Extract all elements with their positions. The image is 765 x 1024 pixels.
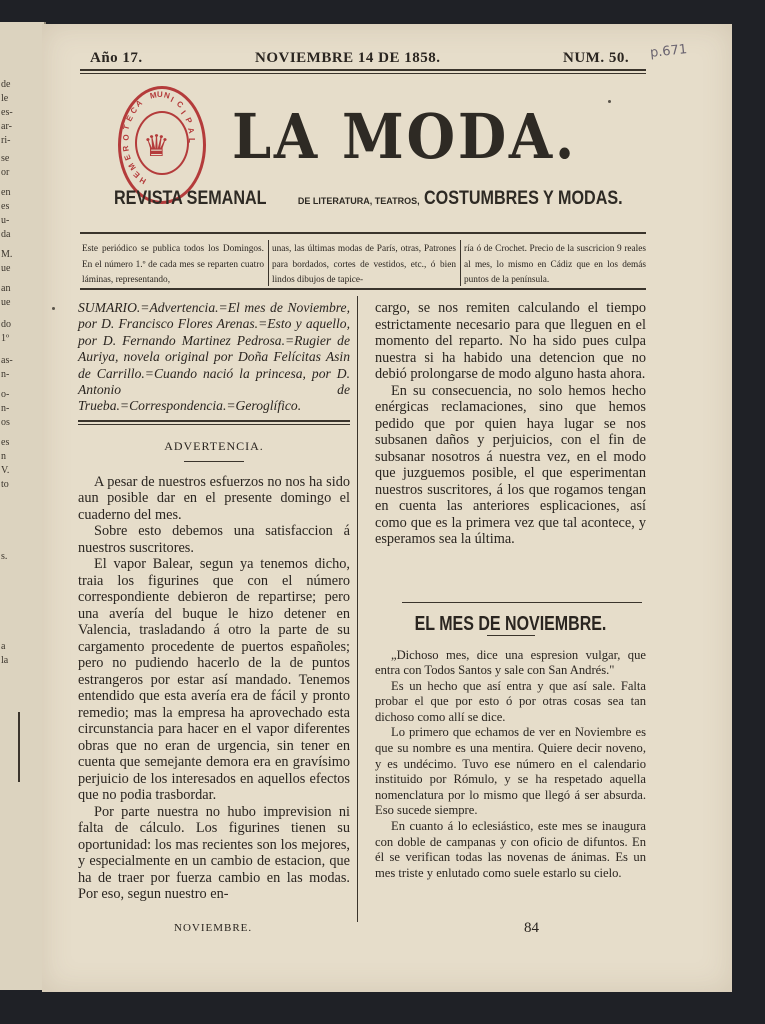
- facing-page-edge: [0, 22, 46, 990]
- facing-page-fragment: a: [1, 641, 6, 652]
- header-rule: [80, 69, 646, 71]
- facing-page-fragment: n-: [1, 403, 10, 414]
- facing-page-fragment: es-: [1, 107, 13, 118]
- facing-page-fragment: as-: [1, 355, 13, 366]
- stamp-letter: C: [128, 105, 140, 116]
- notice-top-rule: [80, 232, 646, 234]
- stamp-letter: C: [174, 99, 185, 111]
- sumario: SUMARIO.=Advertencia.=El mes de Noviembre, por D. Francisco Flores Arenas.=Esto y aquello, por D. Fernando Martinez Pedrosa.=Rugier de Auriya, novela original por Doña Felícitas Asin de Carrillo.=Cuando nació la princesa, por D. Antonio de Trueba.=Correspondencia.=Geroglífico.: [78, 300, 350, 414]
- facing-page-fragment: V.: [1, 465, 10, 476]
- issue-number: NUM. 50.: [563, 50, 630, 66]
- issue-date: NOVIEMBRE 14 DE 1858.: [255, 50, 441, 66]
- pencil-annotation: p.671: [649, 42, 688, 61]
- article-top-rule: [402, 602, 642, 603]
- masthead-title: LA MODA.: [232, 100, 578, 173]
- facing-page-fragment: s.: [1, 551, 8, 562]
- facing-page-fragment: se: [1, 153, 10, 164]
- stamp-letter: E: [122, 153, 134, 162]
- right-column: [375, 300, 646, 548]
- left-column: [78, 300, 350, 415]
- advertencia-heading: ADVERTENCIA.: [164, 439, 264, 453]
- stamp-letter: L: [186, 138, 196, 143]
- stamp-letter: U: [156, 89, 163, 100]
- article-heading: EL MES DE NOVIEMBRE.: [414, 613, 607, 635]
- year-label: Año 17.: [90, 50, 143, 66]
- subtitle-revista: REVISTA SEMANAL: [114, 188, 267, 209]
- article-section: [375, 613, 646, 881]
- facing-page-fragment: n: [1, 451, 6, 462]
- newspaper-page: [42, 24, 732, 992]
- right-paragraph-1: cargo, se nos remiten calculando el tiempo estrictamente necesario para que lleguen en el momento del reparto. No ha sido pues culpa nuestra si ha habido una detencion que no debió prolongarse de modo alguno hasta ahora.: [375, 300, 646, 382]
- advertencia-section: [78, 438, 350, 903]
- facing-page-fragment: es: [1, 437, 10, 448]
- notice-divider-2: [460, 240, 461, 286]
- advertencia-paragraph-4: Por parte nuestra no hubo imprevision ni falta de cálculo. Los figurines tienen su oportunidad: los mas recientes son los mejores, y especialmente en un cambio de estacion, que ha de traer por fuerza cambio en las modas. Por eso, segun nuestro en-: [78, 803, 350, 902]
- stamp-letter: R: [121, 144, 132, 152]
- facing-page-fragment: da: [1, 229, 11, 240]
- stamp-letter: E: [124, 114, 135, 124]
- facing-page-fragment: 1º: [1, 333, 10, 344]
- stamp-letter: I: [168, 94, 176, 104]
- notice-bottom-rule: [80, 288, 646, 290]
- signature-mark: NOVIEMBRE.: [174, 922, 253, 934]
- crest-icon: ♛: [143, 129, 170, 164]
- stamp-letter: O: [121, 134, 131, 142]
- facing-page-fragment: n-: [1, 369, 10, 380]
- facing-page-fragment: an: [1, 283, 11, 294]
- article-paragraph-3: Lo primero que echamos de ver en Noviembre es que su nombre es una mentira. Quiere decir noveno, y es undécimo. Tuvo ese número en el calendario instituido por Rómulo, y se ha respetado aquella nomenclatura por lo mismo que llegó á ser absurda. Eso sucede siempre.: [375, 725, 646, 818]
- facing-page-fragment: ue: [1, 263, 11, 274]
- article-paragraph-2: Es un hecho que así entra y que así sale. Falta probar el que por esto ó por otras cosas sea tan dichoso como allí se dice.: [375, 678, 646, 724]
- subtitle-literatura: DE LITERATURA, TEATROS,: [297, 196, 420, 206]
- sumario-rule: [78, 420, 350, 422]
- stamp-letter: T: [121, 124, 132, 132]
- facing-page-fragment: de: [1, 79, 11, 90]
- masthead-subtitle: [114, 188, 658, 210]
- facing-page-fragment: os: [1, 417, 10, 428]
- sumario-rule-thin: [78, 424, 350, 425]
- page-number: 84: [524, 920, 539, 936]
- facing-page-ornament: [0, 712, 20, 782]
- stamp-letter: A: [134, 98, 145, 109]
- notice-col-1: Este periódico se publica todos los Domingos. En el número 1.º de cada mes se reparten cuatro láminas, representando,: [82, 244, 264, 285]
- stamp-letter: A: [186, 126, 197, 135]
- notice-col-3: ría ó de Crochet. Precio de la suscricion 9 reales al mes, lo mismo en Cádiz que en los demás puntos de la península.: [464, 244, 646, 285]
- advertencia-paragraph-3: El vapor Balear, segun ya tenemos dicho, traia los figurines que con el número correspondiente debieron de repartirse; pero una avería del buque le hizo detener en Valencia, trasladando á otro la parte de su cargamento procedente de puertos españoles; pero no pudiendo hacerlo de la de puntos estrangeros por estar así mandado. Tenemos entendido que esta avería era de fácil y pronto remedio; mas la empresa ha aprovechado esta circunstancia para hacer en el vapor diferentes obras que no eran de urgencia, sin tener en cuenta que semejante demora era en gravísimo perjuicio de los interesados en aquellos efectos que no podia trasbordar.: [78, 556, 350, 803]
- facing-page-fragment: do: [1, 319, 11, 330]
- article-paragraph-4: En cuanto á lo eclesiástico, este mes se inaugura con doble de campanas y con oficio de difuntos. En él se verifican todas las novenas de ánimas. Es un mes triste y enlutado como suele estarlo su cielo.: [375, 819, 646, 880]
- facing-page-fragment: ri-: [1, 135, 11, 146]
- facing-page-fragment: or: [1, 167, 10, 178]
- stamp-letter: H: [137, 174, 148, 186]
- facing-page-fragment: M.: [1, 249, 13, 260]
- paper-speck: [608, 100, 611, 103]
- facing-page-fragment: ue: [1, 297, 11, 308]
- facing-page-fragment: to: [1, 479, 9, 490]
- advertencia-paragraph-1: A pesar de nuestros esfuerzos no nos ha sido aun posible dar en el presente domingo el cuaderno del mes.: [78, 473, 350, 523]
- article-paragraph-1: „Dichoso mes, dice una espresion vulgar, que entra con Todos Santos y sale con San Andrés.": [375, 647, 646, 678]
- header-rule-thin: [80, 73, 646, 74]
- paper-speck: [52, 307, 55, 310]
- advertencia-paragraph-2: Sobre esto debemos una satisfaccion á nuestros suscritores.: [78, 523, 350, 556]
- advertencia-heading-rule: [184, 461, 244, 462]
- stamp-letter: M: [126, 161, 138, 173]
- facing-page-fragment: ar-: [1, 121, 12, 132]
- stamp-letter: M: [148, 90, 158, 101]
- facing-page-fragment: o-: [1, 389, 10, 400]
- stamp-letter: P: [183, 116, 194, 126]
- facing-page-fragment: u-: [1, 215, 10, 226]
- stamp-letter: E: [131, 169, 142, 180]
- stamp-letter: N: [163, 90, 171, 101]
- library-stamp: [118, 86, 206, 204]
- stamp-letter: I: [178, 108, 188, 116]
- facing-page-fragment: en: [1, 187, 11, 198]
- column-divider: [357, 296, 358, 922]
- notice-divider-1: [268, 240, 269, 286]
- right-paragraph-2: En su consecuencia, no solo hemos hecho enérgicas reclamaciones, sino que hemos pedido que por quien haya lugar se nos subsanen daños y perjuicios, con el fin de subsanar nosotros á nuestra vez, en el modo que juzguemos posible, el que esperimentan nuestros suscritores, á los que rogamos tengan en cuenta las anteriores esplicaciones, así como que es la primera vez que tal acontece, y esperamos sea la última.: [375, 382, 646, 547]
- facing-page-fragment: es: [1, 201, 10, 212]
- subtitle-costumbres: COSTUMBRES Y MODAS.: [424, 188, 623, 209]
- facing-page-fragment: le: [1, 93, 9, 104]
- facing-page-fragment: la: [1, 655, 9, 666]
- notice-col-2: unas, las últimas modas de París, otras, Patrones para bordados, cortes de vestidos, etc., ó bien lindos dibujos de tapice-: [272, 244, 456, 285]
